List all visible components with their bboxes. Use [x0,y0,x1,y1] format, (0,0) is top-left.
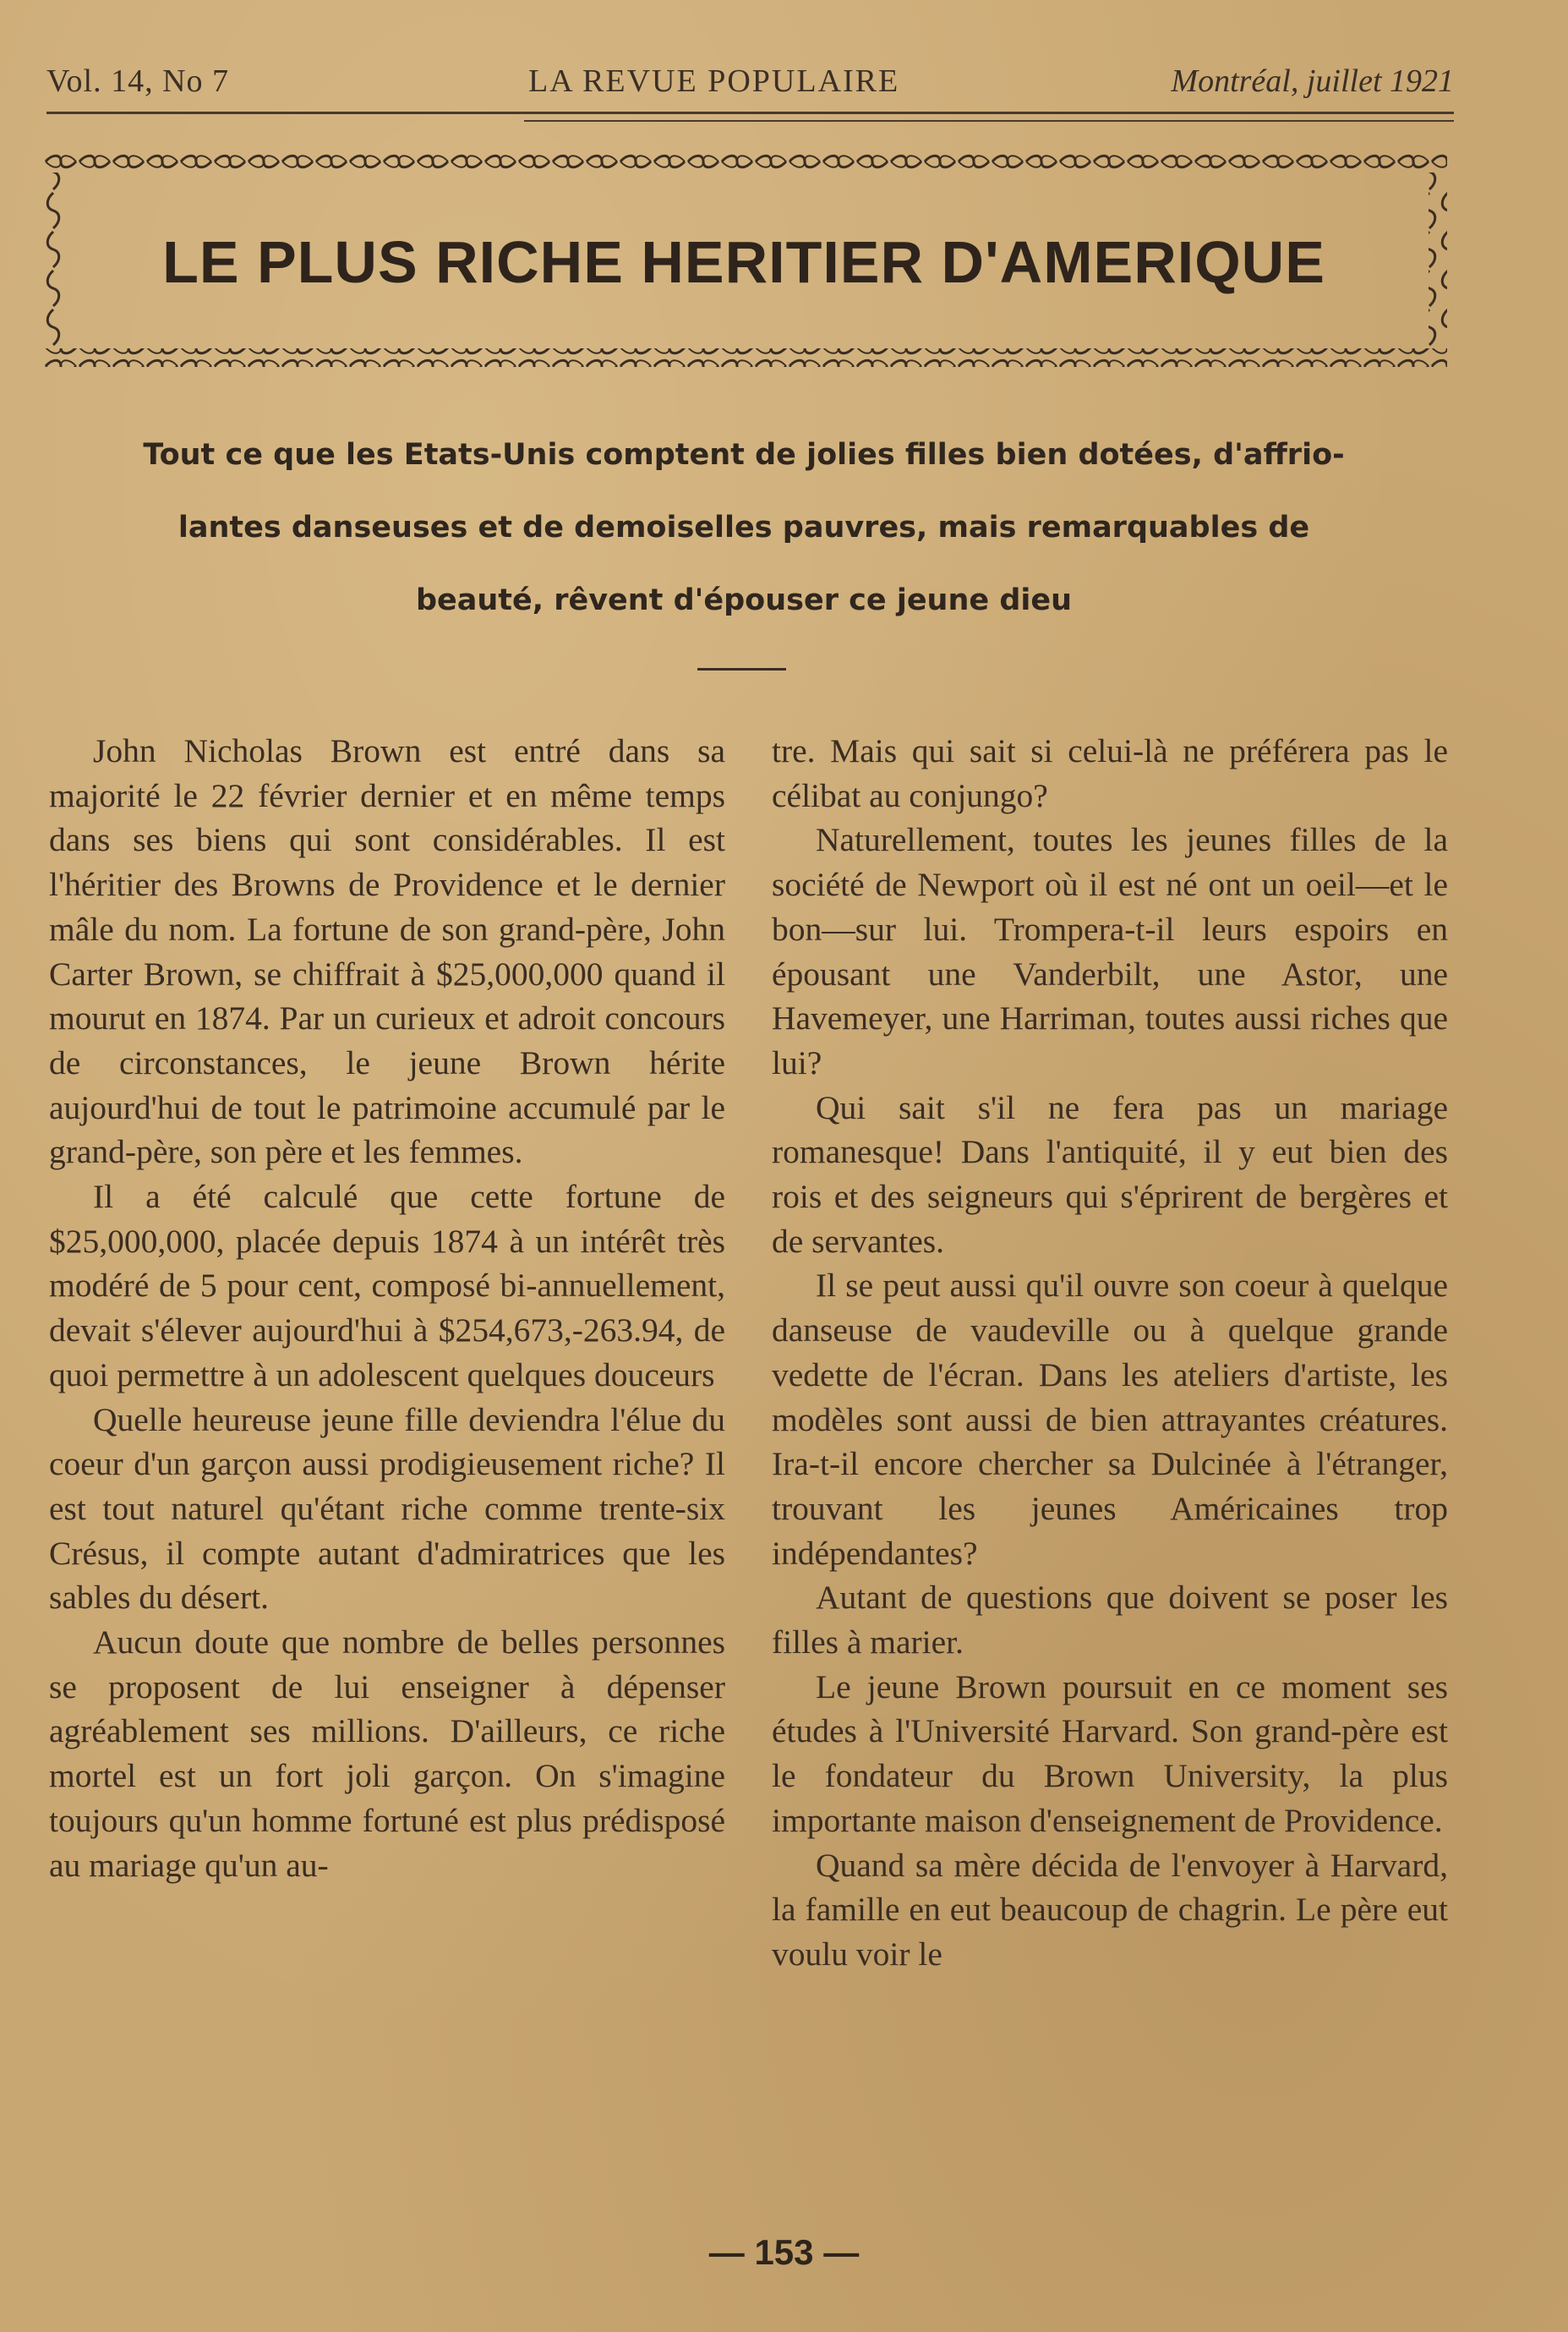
paragraph: Il se peut aussi qu'il ouvre son coeur à quelque danseuse de vaudeville ou à quelque grande vedette de l'écran. Dans les ateliers d'artiste, les modèles sont aussi de bien attrayantes créatures. Ira-t-il encore chercher sa Dulcinée à l'étranger, trouvant les jeunes Américaines trop indépendantes? [772,1267,1448,1572]
article-headline: LE PLUS RICHE HERITIER D'AMERIQUE [162,229,1325,295]
paragraph: Aucun doute que nombre de belles personnes se proposent de lui enseigner à dépenser agréablement ses millions. D'ailleurs, ce riche mortel est un fort joli garçon. On s'imagine toujours qu'un homme fortuné est plus prédisposé au mariage qu'un au- [49,1623,725,1884]
issue-date: Montréal, juillet 1921 [1171,63,1454,99]
masthead-rule [46,112,1454,114]
paragraph: Autant de questions que doivent se poser les filles à marier. [772,1579,1448,1661]
paragraph: John Nicholas Brown est entré dans sa majorité le 22 février dernier et en même temps dans ses biens qui sont considérables. Il est l'héritier des Browns de Providence et le dernier mâle du nom. La fortune de son grand-père, John Carter Brown, se chiffrait à $25,000,000 quand il mourut en 1874. Par un curieux et adroit concours de circonstances, le jeune Brown hérite aujourd'hui de tout le patrimoine accumulé par le grand-père, son père et les femmes. [49,732,725,1171]
paragraph: Quand sa mère décida de l'envoyer à Harvard, la famille en eut beaucoup de chagrin. Le père eut voulu voir le [772,1846,1448,1973]
section-divider [697,668,786,671]
paragraph: Il a été calculé que cette fortune de $25,000,000, placée depuis 1874 à un intérêt très modéré de 5 pour cent, composé bi-annuellement, devait s'élever aujourd'hui à $254,673,-263.94, de quoi permettre à un adolescent quelques douceurs [49,1178,725,1393]
masthead [46,57,1454,108]
article-subtitle [51,419,1437,637]
article-column-right [772,729,1448,1977]
paragraph: Quelle heureuse jeune fille deviendra l'élue du coeur d'un garçon aussi prodigieusement riche? Il est tout naturel qu'étant riche comme trente-six Crésus, il compte autant d'admiratrices que les sables du désert. [49,1400,725,1617]
subtitle-line: beauté, rêvent d'épouser ce jeune dieu [415,583,1073,617]
subtitle-line: Tout ce que les Etats-Unis comptent de jolies filles bien dotées, d'affrio- [143,438,1345,472]
publication-name: LA REVUE POPULAIRE [528,63,900,99]
paragraph: Qui sait s'il ne fera pas un mariage romanesque! Dans l'antiquité, il y eut bien des rois et des seigneurs qui s'éprirent de bergères et de servantes. [772,1088,1448,1260]
page-number: — 153 — [708,2232,860,2272]
masthead-rule-secondary [524,120,1454,122]
article-column-left [49,729,725,1887]
paragraph: Le jeune Brown poursuit en ce moment ses études à l'Université Harvard. Son grand-père est le fondateur du Brown University, la plus importante maison d'enseignement de Providence. [772,1667,1448,1839]
paragraph: Naturellement, toutes les jeunes filles de la société de Newport où il est né ont un oeil—et le bon—sur lui. Trompera-t-il leurs espoirs en épousant une Vanderbilt, une Astor, une Havemeyer, une Harriman, toutes aussi riches que lui? [772,821,1448,1081]
subtitle-line: lantes danseuses et de demoiselles pauvres, mais remarquables de [178,511,1310,545]
paragraph: tre. Mais qui sait si celui-là ne préférera pas le célibat au conjungo? [772,732,1448,814]
volume-number: Vol. 14, No 7 [46,63,230,99]
